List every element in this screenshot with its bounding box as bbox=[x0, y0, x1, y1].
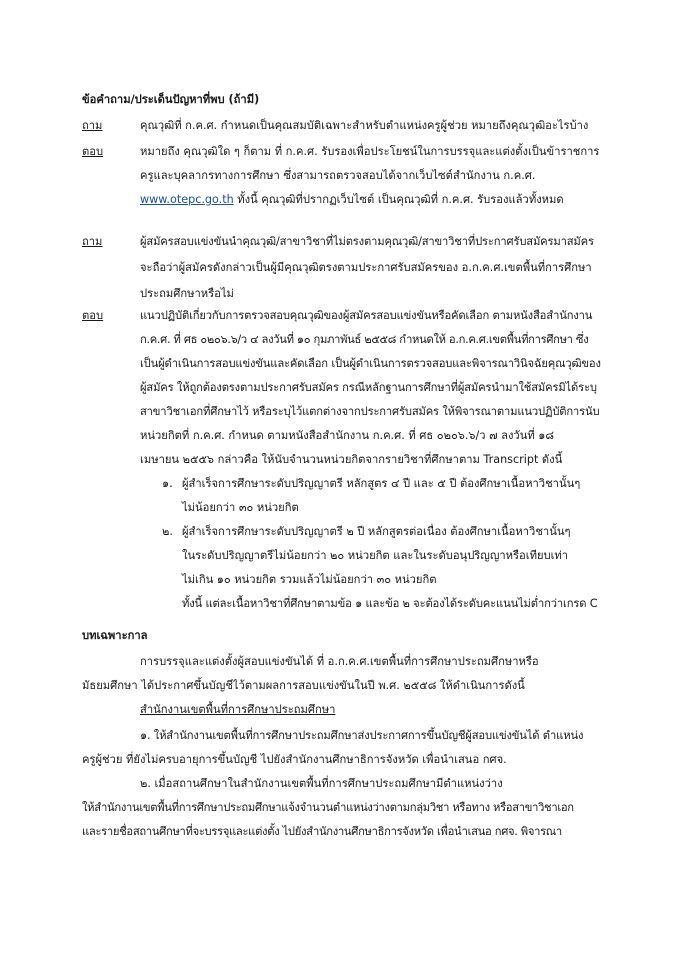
answer-2-line-7: เมษายน ๒๕๕๖ กล่าวคือ ให้นับจำนวนหน่วยกิตจากรายวิชาที่ศึกษาตาม Transcript ดังนี้ bbox=[140, 453, 563, 466]
transitional-paragraph-1-line-1: การบรรจุและแต่งตั้งผู้สอบแข่งขันได้ ที่ อ.ก.ค.ศ.เขตพื้นที่การศึกษาประถมศึกษาหรือ bbox=[140, 655, 539, 668]
item-2-number: ๒. bbox=[162, 525, 173, 538]
transitional-paragraph-1-line-2: มัธยมศึกษา ได้ประกาศขึ้นบัญชีไว้ตามผลการสอบแข่งขันในปี พ.ศ. ๒๕๕๘ ให้ดำเนินการดังนี้ bbox=[82, 679, 525, 692]
item-2-line-2: ในระดับปริญญาตรีไม่น้อยกว่า ๒๐ หน่วยกิต และในระดับอนุปริญญาหรือเทียบเท่า bbox=[182, 549, 569, 562]
transitional-paragraph-2-line-1: ๑. ให้สำนักงานเขตพื้นที่การศึกษาประถมศึกษาส่งประกาศการขึ้นบัญชีผู้สอบแข่งขันได้ ตำแหน่ง bbox=[140, 729, 584, 742]
answer-1-line-3-rest: ทั้งนี้ คุณวุฒิที่ปรากฏเว็บไซต์ เป็นคุณวุฒิที่ ก.ค.ศ. รับรองแล้วทั้งหมด bbox=[233, 193, 564, 206]
question-2-line-3: ประถมศึกษาหรือไม่ bbox=[140, 287, 234, 300]
answer-2-line-2: ก.ค.ศ. ที่ ศธ ๐๒๐๖.๖/ว ๔ ลงวันที่ ๑๐ กุมภาพันธ์ ๒๕๕๘ กำหนดให้ อ.ก.ค.ศ.เขตพื้นที่การศึกษา ซึ่ง bbox=[140, 333, 589, 346]
transitional-heading: บทเฉพาะกาล bbox=[82, 629, 148, 642]
item-2-line-1: ผู้สำเร็จการศึกษาระดับปริญญาตรี ๒ ปี หลักสูตรต่อเนื่อง ต้องศึกษาเนื้อหาวิชานั้นๆ bbox=[182, 525, 571, 538]
transitional-paragraph-2-line-2: ครูผู้ช่วย ที่ยังไม่ครบอายุการขึ้นบัญชี ไปยังสำนักงานศึกษาธิการจังหวัด เพื่อนำเสนอ กศจ. bbox=[82, 753, 507, 766]
item-2-line-3: ไม่เกิน ๑๐ หน่วยกิต รวมแล้วไม่น้อยกว่า ๓๐ หน่วยกิต bbox=[182, 573, 437, 586]
answer-2-line-1: แนวปฏิบัติเกี่ยวกับการตรวจสอบคุณวุฒิของผู้สมัครสอบแข่งขันหรือคัดเลือก ตามหนังสือสำนักงาน bbox=[140, 309, 593, 322]
item-1-number: ๑. bbox=[162, 477, 173, 490]
answer-1-line-1: หมายถึง คุณวุฒิใด ๆ ก็ตาม ที่ ก.ค.ศ. รับรองเพื่อประโยชน์ในการบรรจุและแต่งตั้งเป็นข้าราชการ bbox=[140, 145, 600, 158]
transitional-paragraph-3-line-3: และรายชื่อสถานศึกษาที่จะบรรจุและแต่งตั้ง ไปยังสำนักงานศึกษาธิการจังหวัด เพื่อนำเสนอ กศจ. พิจารณา bbox=[82, 825, 562, 838]
answer-2-line-3: เป็นผู้ดำเนินการสอบแข่งขันและคัดเลือก เป็นผู้ดำเนินการตรวจสอบและพิจารณาวินิจฉัยคุณวุฒิของ bbox=[140, 357, 601, 370]
answer-2-line-5: สาขาวิชาเอกที่ศึกษาไว้ หรือระบุไว้แตกต่างจากประกาศรับสมัคร ให้พิจารณาตามแนวปฏิบัติการนับ bbox=[140, 405, 600, 418]
transitional-paragraph-3-line-1: ๒. เมื่อสถานศึกษาในสำนักงานเขตพื้นที่การศึกษาประถมศึกษามีตำแหน่งว่าง bbox=[140, 777, 503, 790]
otepc-website-link[interactable]: www.otepc.go.th bbox=[140, 193, 234, 206]
question-1-text: คุณวุฒิที่ ก.ค.ศ. กำหนดเป็นคุณสมบัติเฉพาะสำหรับตำแหน่งครูผู้ช่วย หมายถึงคุณวุฒิอะไรบ้าง bbox=[140, 119, 589, 132]
transitional-subheading: สำนักงานเขตพื้นที่การศึกษาประถมศึกษา bbox=[140, 703, 336, 716]
question-2-line-1: ผู้สมัครสอบแข่งขันนำคุณวุฒิ/สาขาวิชาที่ไม่ตรงตามคุณวุฒิ/สาขาวิชาที่ประกาศรับสมัครมาสมัคร bbox=[140, 235, 594, 248]
transitional-paragraph-3-line-2: ให้สำนักงานเขตพื้นที่การศึกษาประถมศึกษาแจ้งจำนวนตำแหน่งว่างตามกลุ่มวิชา หรือทาง หรือสาขาวิชาเอก bbox=[82, 801, 574, 814]
answer-1-line-2: ครูและบุคลากรทางการศึกษา ซึ่งสามารถตรวจสอบได้จากเว็บไซต์สำนักงาน ก.ค.ศ. bbox=[140, 169, 536, 182]
question-label-1: ถาม bbox=[82, 119, 103, 132]
answer-label-2: ตอบ bbox=[82, 309, 104, 322]
question-2-line-2: จะถือว่าผู้สมัครดังกล่าวเป็นผู้มีคุณวุฒิตรงตามประกาศรับสมัครของ อ.ก.ค.ศ.เขตพื้นที่การศึกษา bbox=[140, 261, 592, 274]
item-1-line-2: ไม่น้อยกว่า ๓๐ หน่วยกิต bbox=[182, 501, 299, 514]
answer-label-1: ตอบ bbox=[82, 145, 104, 158]
items-note: ทั้งนี้ แต่ละเนื้อหาวิชาที่ศึกษาตามข้อ ๑ และข้อ ๒ จะต้องได้ระดับคะแนนไม่ต่ำกว่าเกรด C bbox=[182, 597, 598, 610]
section-heading: ข้อคำถาม/ประเด็นปัญหาที่พบ (ถ้ามี) bbox=[82, 93, 260, 106]
answer-1-line-3 bbox=[140, 192, 564, 208]
answer-2-line-6: หน่วยกิตที่ ก.ค.ศ. กำหนด ตามหนังสือสำนักงาน ก.ค.ศ. ที่ ศธ ๐๒๐๖.๖/ว ๗ ลงวันที่ ๑๘ bbox=[140, 429, 555, 442]
item-1-line-1: ผู้สำเร็จการศึกษาระดับปริญญาตรี หลักสูตร ๔ ปี และ ๕ ปี ต้องศึกษาเนื้อหาวิชานั้นๆ bbox=[182, 477, 581, 490]
answer-2-line-4: ผู้สมัคร ให้ถูกต้องตรงตามประกาศรับสมัคร กรณีหลักฐานการศึกษาที่ผู้สมัครนำมาใช้สมัครมิได้ระบุ bbox=[140, 381, 597, 394]
question-label-2: ถาม bbox=[82, 235, 103, 248]
